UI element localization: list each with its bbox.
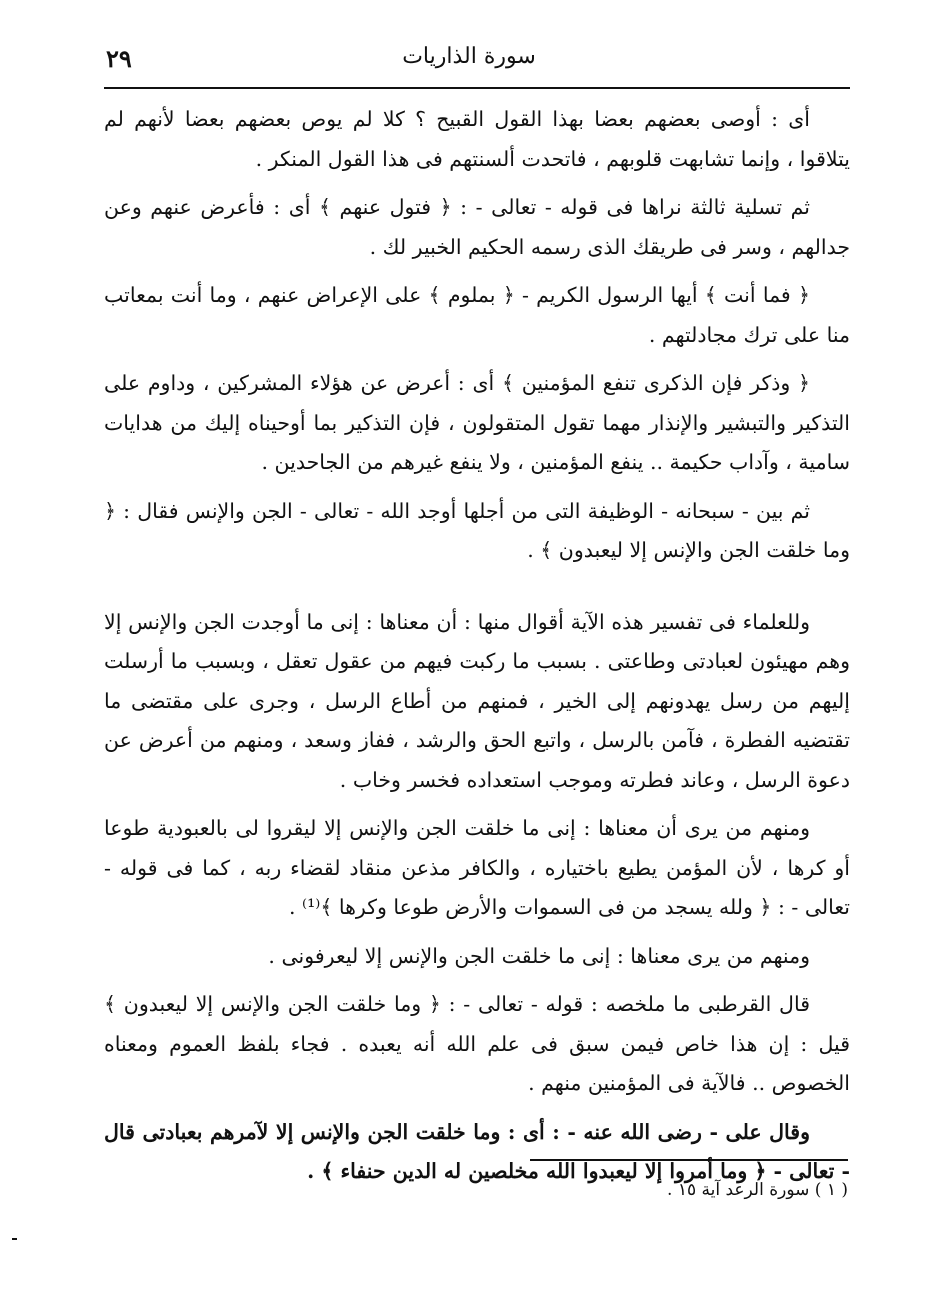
paragraph: ومنهم من يرى معناها : إنى ما خلقت الجن والإنس إلا ليعرفونى . [268,943,810,968]
paragraph: ومنهم من يرى أن معناها : إنى ما خلقت الجن والإنس إلا ليقروا لى بالعبودية طوعا أو كرها ، لأن المؤمن يطيع باختياره ، والكافر مذعن منقاد لقضاء ربه ، كما فى قوله - تعالى - : ﴿ ولله يسجد من فى السموات والأرض طوعا وكرها ﴾⁽¹⁾ . [104,816,850,919]
paragraph: قال القرطبى ما ملخصه : قوله - تعالى - : ﴿ وما خلقت الجن والإنس إلا ليعبدون ﴾ قيل : إن هذا خاص فيمن سبق فى علم الله أنه يعبده . فجاء بلفظ العموم ومعناه الخصوص .. فالآية فى المؤمنين منهم . [104,992,850,1095]
paragraph: أى : أوصى بعضهم بعضا بهذا القول القبيح ؟ كلا لم يوص بعضهم بعضا لأنهم لم يتلاقوا ، وإنما تشابهت قلوبهم ، فاتحدت ألسنتهم فى هذا القول المنكر . [104,107,850,171]
header-rule [104,87,850,89]
paragraph: ثم تسلية ثالثة نراها فى قوله - تعالى - : ﴿ فتول عنهم ﴾ أى : فأعرض عنهم وعن جدالهم ، وسر فى طريقك الذى رسمه الحكيم الخبير لك . [104,195,850,259]
body-text [104,100,850,1201]
page-header-title: سورة الذاريات [402,44,536,69]
paragraph: ثم بين - سبحانه - الوظيفة التى من أجلها أوجد الله - تعالى - الجن والإنس فقال : ﴿ وما خلقت الجن والإنس إلا ليعبدون ﴾ . [104,498,850,562]
paragraph: ﴿ وذكر فإن الذكرى تنفع المؤمنين ﴾ أى : أعرض عن هؤلاء المشركين ، وداوم على التذكير والتبشير والإنذار مهما تقول المتقولون ، فإن التذكير بما أوحيناه إليك من هدايات سامية ، وآداب حكيمة .. ينفع المؤمنين ، ولا ينفع غيرهم من الجاحدين . [104,371,850,474]
footnote: ( ١ ) سورة الرعد آية ١٥ . [667,1180,848,1200]
paragraph: ﴿ فما أنت ﴾ أيها الرسول الكريم - ﴿ بملوم ﴾ على الإعراض عنهم ، وما أنت بمعاتب منا على ترك مجادلتهم . [104,283,850,347]
footnote-rule [530,1159,848,1161]
margin-mark [12,1238,17,1240]
paragraph: وقال على - رضى الله عنه - : أى : وما خلقت الجن والإنس إلا لآمرهم بعبادتى قال - تعالى - ﴿ وما أمروا إلا ليعبدوا الله مخلصين له الدين حنفاء ﴾ . [104,1119,850,1183]
paragraph: وللعلماء فى تفسير هذه الآية أقوال منها : أن معناها : إنى ما أوجدت الجن والإنس إلا وهم مهيئون لعبادتى وطاعتى . بسبب ما ركبت فيهم من عقول تعقل ، وبسبب ما أرسلت إليهم من رسل يهدونهم إلى الخير ، فمنهم من أطاع الرسل ، وجرى على مقتضى ما تقتضيه الفطرة ، فآمن بالرسل ، واتبع الحق والرشد ، ففاز وسعد ، ومنهم من أعرض عن دعوة الرسل ، وعاند فطرته وموجب استعداده فخسر وخاب . [104,609,850,792]
page-number: ٢٩ [106,44,132,73]
